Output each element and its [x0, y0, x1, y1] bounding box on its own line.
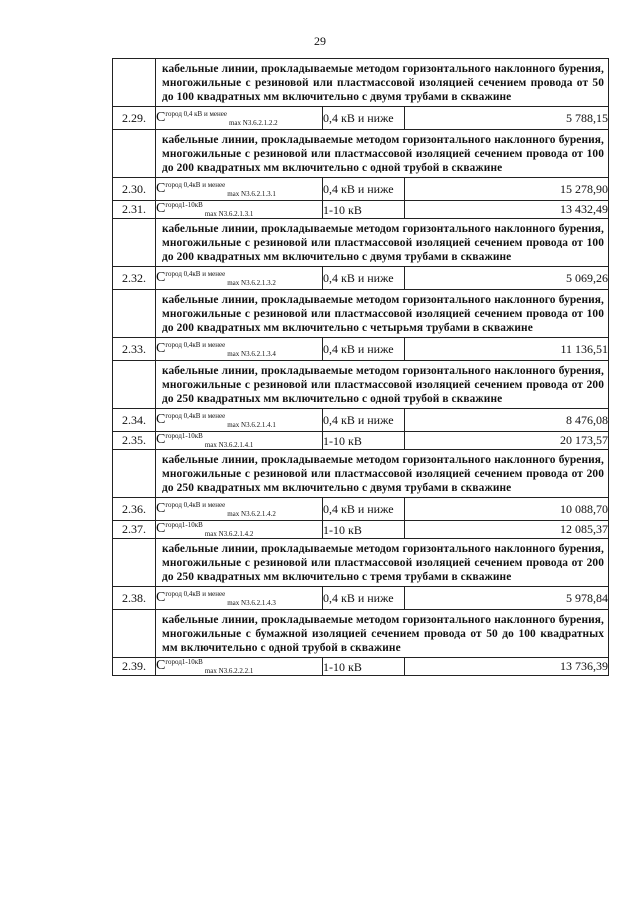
item-number: 2.31. [113, 201, 156, 219]
rate-value: 13 736,39 [405, 658, 609, 676]
rate-code [156, 338, 323, 361]
rate-code-subscript: max N3.6.2.1.3.2 [227, 278, 276, 287]
rate-value: 20 173,57 [405, 432, 609, 450]
voltage-level: 0,4 кВ и ниже [323, 338, 405, 361]
rate-code-superscript: город 0,4кВ и менее [165, 411, 226, 420]
voltage-level: 1-10 кВ [323, 521, 405, 539]
rate-code [156, 107, 323, 130]
rate-code-subscript: max N3.6.2.1.2.2 [228, 118, 278, 127]
cable-line-description: кабельные линии, прокладываемые методом горизонтального наклонного бурения, многожильные с резиновой или пластмассовой изоляцией сечением провода от 200 до 250 квадратных мм включительно с одной трубой в скважине [156, 361, 609, 409]
rate-code-superscript: город1-10кВ [165, 521, 203, 529]
empty-number-cell [113, 539, 156, 587]
rate-value: 5 069,26 [405, 267, 609, 290]
empty-number-cell [113, 450, 156, 498]
rate-row [113, 521, 609, 539]
description-row [113, 290, 609, 338]
rate-code-superscript: город 0,4кВ и менее [165, 500, 226, 509]
cable-line-description: кабельные линии, прокладываемые методом горизонтального наклонного бурения, многожильные с резиновой или пластмассовой изоляцией сечением провода от 200 до 250 квадратных мм включительно с тремя трубами в скважине [156, 539, 609, 587]
rate-code-letter: C [156, 500, 166, 516]
rate-code-superscript: город1-10кВ [165, 658, 203, 666]
rate-value: 5 978,84 [405, 587, 609, 610]
rate-code-letter: C [156, 269, 166, 285]
rate-code [156, 521, 323, 539]
rate-code-subscript: max N3.6.2.1.4.2 [204, 530, 254, 538]
voltage-level: 0,4 кВ и ниже [323, 107, 405, 130]
rate-code-letter: C [156, 521, 166, 536]
voltage-level: 1-10 кВ [323, 432, 405, 450]
rate-code [156, 409, 323, 432]
rate-code-subscript: max N3.6.2.2.2.1 [204, 667, 254, 675]
voltage-level: 0,4 кВ и ниже [323, 178, 405, 201]
item-number: 2.36. [113, 498, 156, 521]
voltage-level: 0,4 кВ и ниже [323, 498, 405, 521]
rate-code [156, 178, 323, 201]
rate-value: 5 788,15 [405, 107, 609, 130]
description-row [113, 361, 609, 409]
cable-line-description: кабельные линии, прокладываемые методом горизонтального наклонного бурения, многожильные с резиновой или пластмассовой изоляцией сечением провода от 100 до 200 квадратных мм включительно с двумя трубами в скважине [156, 219, 609, 267]
rate-code-letter: C [156, 411, 166, 427]
rate-code-subscript: max N3.6.2.1.3.1 [204, 210, 254, 218]
voltage-level: 1-10 кВ [323, 658, 405, 676]
rate-row [113, 432, 609, 450]
rate-code-letter: C [156, 589, 166, 605]
rate-code-subscript: max N3.6.2.1.4.2 [227, 509, 276, 518]
rate-code-subscript: max N3.6.2.1.4.3 [227, 598, 276, 607]
rate-code-superscript: город 0,4кВ и менее [165, 180, 226, 189]
description-row [113, 219, 609, 267]
item-number: 2.37. [113, 521, 156, 539]
rate-value: 11 136,51 [405, 338, 609, 361]
description-row [113, 610, 609, 658]
rate-code-superscript: город 0,4кВ и менее [165, 589, 226, 598]
rate-code-subscript: max N3.6.2.1.4.1 [227, 420, 276, 429]
rate-row [113, 178, 609, 201]
description-row [113, 539, 609, 587]
rate-row [113, 338, 609, 361]
rate-value: 12 085,37 [405, 521, 609, 539]
voltage-level: 0,4 кВ и ниже [323, 409, 405, 432]
rate-code-subscript: max N3.6.2.1.4.1 [204, 441, 254, 449]
rate-code-subscript: max N3.6.2.1.3.4 [227, 349, 276, 358]
page-number: 29 [314, 34, 326, 48]
description-row [113, 59, 609, 107]
empty-number-cell [113, 130, 156, 178]
rate-row [113, 267, 609, 290]
item-number: 2.39. [113, 658, 156, 676]
rate-code-superscript: город1-10кВ [165, 432, 203, 440]
voltage-level: 0,4 кВ и ниже [323, 587, 405, 610]
rate-row [113, 107, 609, 130]
item-number: 2.33. [113, 338, 156, 361]
empty-number-cell [113, 610, 156, 658]
rates-table-body [113, 59, 609, 676]
rate-value: 15 278,90 [405, 178, 609, 201]
empty-number-cell [113, 290, 156, 338]
empty-number-cell [113, 361, 156, 409]
item-number: 2.29. [113, 107, 156, 130]
rate-code-letter: C [156, 109, 166, 125]
rate-row [113, 658, 609, 676]
rate-code [156, 201, 323, 219]
rate-code-letter: C [156, 340, 166, 356]
rates-table [112, 58, 609, 676]
description-row [113, 450, 609, 498]
voltage-level: 0,4 кВ и ниже [323, 267, 405, 290]
item-number: 2.35. [113, 432, 156, 450]
cable-line-description: кабельные линии, прокладываемые методом горизонтального наклонного бурения, многожильные с резиновой или пластмассовой изоляцией сечением провода от 100 до 200 квадратных мм включительно с четырьмя трубами в скважине [156, 290, 609, 338]
rate-row [113, 201, 609, 219]
rate-code-superscript: город 0,4 кВ и менее [165, 109, 227, 118]
rate-code-letter: C [156, 180, 166, 196]
item-number: 2.30. [113, 178, 156, 201]
rate-code [156, 267, 323, 290]
rate-value: 10 088,70 [405, 498, 609, 521]
voltage-level: 1-10 кВ [323, 201, 405, 219]
rate-code-letter: C [156, 201, 166, 216]
rate-code [156, 498, 323, 521]
item-number: 2.34. [113, 409, 156, 432]
rate-code-superscript: город 0,4кВ и менее [165, 269, 226, 278]
rate-code-letter: C [156, 658, 166, 673]
rate-value: 13 432,49 [405, 201, 609, 219]
rate-code-superscript: город1-10кВ [165, 201, 203, 209]
cable-line-description: кабельные линии, прокладываемые методом горизонтального наклонного бурения, многожильные с резиновой или пластмассовой изоляцией сечением провода от 100 до 200 квадратных мм включительно с одной трубой в скважине [156, 130, 609, 178]
cable-line-description: кабельные линии, прокладываемые методом горизонтального наклонного бурения, многожильные с резиновой или пластмассовой изоляцией сечением провода от 50 до 100 квадратных мм включительно с двумя трубами в скважине [156, 59, 609, 107]
rate-code-letter: C [156, 432, 166, 447]
item-number: 2.32. [113, 267, 156, 290]
cable-line-description: кабельные линии, прокладываемые методом горизонтального наклонного бурения, многожильные с резиновой или пластмассовой изоляцией сечением провода от 200 до 250 квадратных мм включительно с двумя трубами в скважине [156, 450, 609, 498]
rate-code [156, 658, 323, 676]
empty-number-cell [113, 59, 156, 107]
rate-code [156, 432, 323, 450]
description-row [113, 130, 609, 178]
rate-row [113, 498, 609, 521]
rate-row [113, 587, 609, 610]
rate-code-superscript: город 0,4кВ и менее [165, 340, 226, 349]
item-number: 2.38. [113, 587, 156, 610]
rate-row [113, 409, 609, 432]
empty-number-cell [113, 219, 156, 267]
rate-code [156, 587, 323, 610]
rate-code-subscript: max N3.6.2.1.3.1 [227, 189, 276, 198]
cable-line-description: кабельные линии, прокладываемые методом горизонтального наклонного бурения, многожильные с бумажной изоляцией сечением провода от 50 до 100 квадратных мм включительно с одной трубой в скважине [156, 610, 609, 658]
rate-value: 8 476,08 [405, 409, 609, 432]
